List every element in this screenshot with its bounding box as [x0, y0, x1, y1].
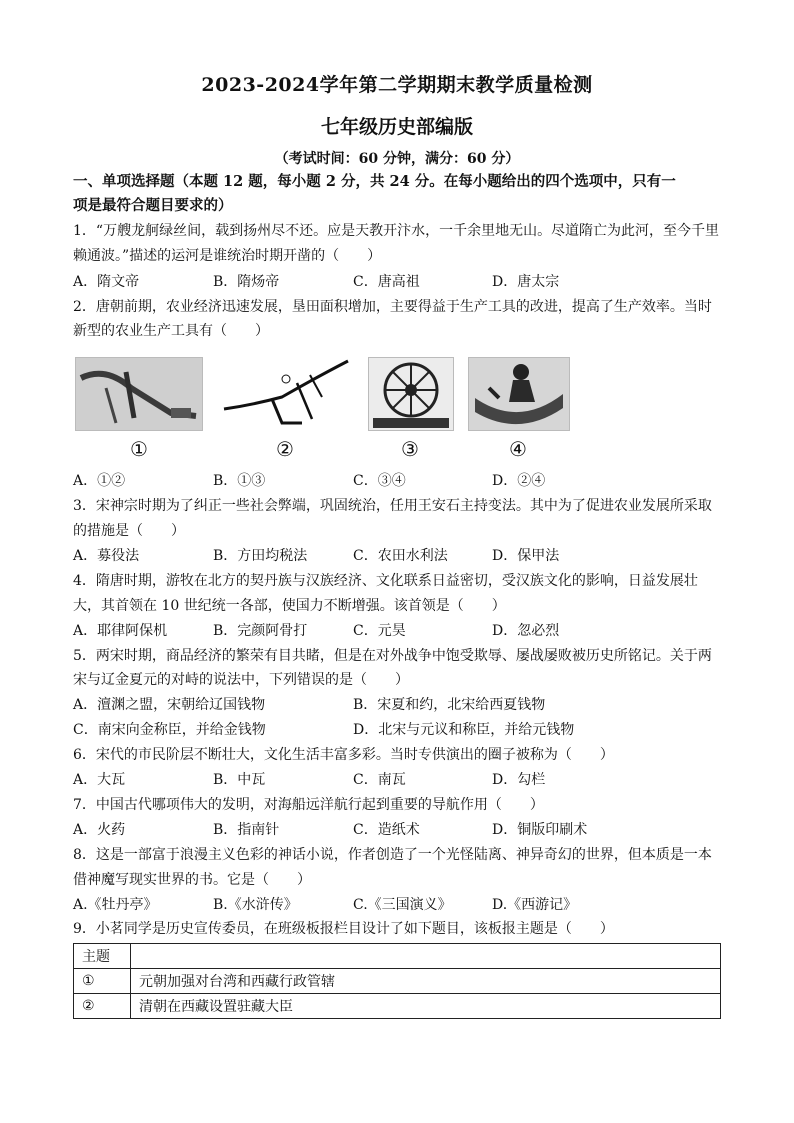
question-6-option-b: B．中瓦: [213, 772, 266, 788]
table-cell-content: 元朝加强对台湾和西藏行政管辖: [131, 969, 721, 994]
question-1-text-2: 赖通波。”描述的运河是谁统治时期开凿的（ ）: [73, 248, 382, 264]
table-row: [74, 944, 721, 969]
question-5-option-d: D．北宋与元议和称臣，并给元钱物: [353, 722, 575, 738]
exam-title: 2023-2024学年第二学期期末教学质量检测: [201, 74, 593, 96]
question-2-option-c: C．③④: [353, 473, 406, 489]
treadle-farmer-image: [468, 357, 570, 431]
question-1-option-d: D．唐太宗: [492, 274, 560, 290]
question-3-option-d: D．保甲法: [492, 548, 560, 564]
section-heading-line-2: 项是最符合题目要求的）: [73, 197, 233, 214]
question-7-text-1: 7．中国古代哪项伟大的发明，对海船远洋航行起到重要的导航作用（ ）: [73, 797, 544, 813]
table-header-topic: 主题: [74, 944, 131, 969]
section-heading-line-1: 一、单项选择题（本题 12 题，每小题 2 分，共 24 分。在每小题给出的四个选项中，只有一: [73, 173, 676, 190]
question-8-text-2: 借神魔写现实世界的书。它是（ ）: [73, 872, 311, 888]
question-6-option-d: D．勾栏: [492, 772, 546, 788]
question-8-option-b: B.《水浒传》: [213, 897, 298, 913]
question-4-text-1: 4．隋唐时期，游牧在北方的契丹族与汉族经济、文化联系日益密切，受汉族文化的影响，日益发展壮: [73, 573, 698, 589]
figure-label-3: ③: [401, 437, 419, 461]
water-wheel-image: [368, 357, 454, 431]
question-2-text-2: 新型的农业生产工具有（ ）: [73, 323, 269, 339]
question-3-option-a: A．募役法: [73, 548, 140, 564]
question-3-option-c: C．农田水利法: [353, 548, 448, 564]
board-topic-table: [73, 943, 721, 1019]
question-8-option-d: D.《西游记》: [492, 897, 578, 913]
question-4-option-b: B．完颜阿骨打: [213, 623, 308, 639]
figure-label-2: ②: [276, 437, 294, 461]
question-1-option-c: C．唐高祖: [353, 274, 420, 290]
question-7-option-a: A．火药: [73, 822, 126, 838]
exam-subtitle: 七年级历史部编版: [320, 116, 473, 138]
question-8-option-a: A.《牡丹亭》: [73, 897, 158, 913]
question-8-text-1: 8．这是一部富于浪漫主义色彩的神话小说，作者创造了一个光怪陆离、神异奇幻的世界，但本质是一本: [73, 847, 712, 863]
question-1-text-1: 1．“万艘龙舸绿丝间，载到扬州尽不还。应是天教开汴水，一千余里地无山。尽道隋亡为此河，至今千里: [73, 223, 720, 239]
table-row: [74, 969, 721, 994]
question-3-text-1: 3．宋神宗时期为了纠正一些社会弊端，巩固统治，任用王安石主持变法。其中为了促进农业发展所采取: [73, 498, 712, 514]
question-7-option-b: B．指南针: [213, 822, 280, 838]
table-cell-index: ①: [74, 969, 131, 994]
question-2-text-1: 2．唐朝前期，农业经济迅速发展，垦田面积增加，主要得益于生产工具的改进，提高了生产效率。当时: [73, 299, 712, 315]
figure-label-4: ④: [509, 437, 527, 461]
question-2-option-d: D．②④: [492, 473, 546, 489]
question-5-text-2: 宋与辽金夏元的对峙的说法中，下列错误的是（ ）: [73, 672, 409, 688]
plow-photo-image: [75, 357, 203, 431]
table-cell-content: 清朝在西藏设置驻藏大臣: [131, 994, 721, 1019]
question-5-option-a: A．澶渊之盟，宋朝给辽国钱物: [73, 697, 266, 713]
question-8-option-c: C.《三国演义》: [353, 897, 452, 913]
question-2-option-a: A．①②: [73, 473, 126, 489]
question-5-option-c: C．南宋向金称臣，并给金钱物: [73, 722, 266, 738]
question-4-option-c: C．元昊: [353, 623, 406, 639]
question-6-text-1: 6．宋代的市民阶层不断壮大，文化生活丰富多彩。当时专供演出的圈子被称为（ ）: [73, 747, 614, 763]
curved-plow-drawing-image: [222, 357, 350, 429]
question-4-option-a: A．耶律阿保机: [73, 623, 168, 639]
question-5-option-b: B．宋夏和约，北宋给西夏钱物: [353, 697, 546, 713]
question-1-option-b: B．隋炀帝: [213, 274, 280, 290]
question-9-text-1: 9．小茗同学是历史宣传委员，在班级板报栏目设计了如下题目，该板报主题是（ ）: [73, 921, 614, 937]
question-7-option-d: D．铜版印刷术: [492, 822, 588, 838]
question-3-text-2: 的措施是（ ）: [73, 523, 185, 539]
question-6-option-a: A．大瓦: [73, 772, 126, 788]
question-2-option-b: B．①③: [213, 473, 266, 489]
figure-label-1: ①: [130, 437, 148, 461]
table-row: [74, 994, 721, 1019]
question-4-text-2: 大，其首领在 10 世纪统一各部，使国力不断增强。该首领是（ ）: [73, 598, 506, 614]
question-5-text-1: 5．两宋时期，商品经济的繁荣有目共睹，但是在对外战争中饱受欺辱、屡战屡败被历史所铭记。关于两: [73, 648, 712, 664]
question-6-option-c: C．南瓦: [353, 772, 406, 788]
farm-tools-figure: [0, 357, 794, 461]
question-4-option-d: D．忽必烈: [492, 623, 560, 639]
exam-info: （考试时间：60 分钟，满分：60 分）: [274, 151, 520, 167]
table-header-blank: [131, 944, 721, 969]
question-1-option-a: A．隋文帝: [73, 274, 140, 290]
question-3-option-b: B．方田均税法: [213, 548, 308, 564]
question-7-option-c: C．造纸术: [353, 822, 420, 838]
table-cell-index: ②: [74, 994, 131, 1019]
